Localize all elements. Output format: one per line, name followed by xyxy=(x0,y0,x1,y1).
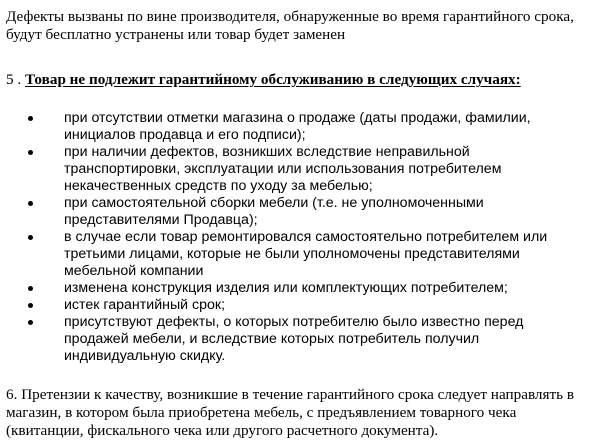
section-5-number: 5 . xyxy=(6,71,25,88)
list-item-line: продажей мебели, и вследствие которых потребитель получил xyxy=(64,331,480,347)
bullet-icon xyxy=(28,235,33,240)
section-6-line-2: магазин, в котором была приобретена мебель, с предъявлением товарного чека xyxy=(6,404,517,421)
list-item-line: истек гарантийный срок; xyxy=(64,297,226,313)
bullet-icon xyxy=(28,303,33,308)
intro-line-2: будут бесплатно устранены или товар будет заменен xyxy=(6,26,346,43)
section-6-line-1: 6. Претензии к качеству, возникшие в течение гарантийного срока следует направлять в xyxy=(6,386,575,403)
bullet-icon xyxy=(28,150,33,155)
list-item-line: представителями Продавца); xyxy=(64,212,258,228)
list-item-line: транспортировки, эксплуатации или использования потребителем xyxy=(64,161,502,177)
list-item-text xyxy=(64,314,523,365)
list-item-line: изменена конструкция изделия или комплектующих потребителем; xyxy=(64,280,508,296)
bullet-icon xyxy=(28,116,33,121)
list-item-line: третьими лицами, которые не были уполномочены представителями xyxy=(64,246,520,262)
section-5-heading xyxy=(6,71,521,89)
bullet-icon xyxy=(28,201,33,206)
list-item-text xyxy=(64,110,531,144)
list-item-line: в случае если товар ремонтировался самостоятельно потребителем или xyxy=(64,229,548,245)
list-item-text xyxy=(64,280,508,297)
list-item-line: присутствуют дефекты, о которых потребителю было известно перед xyxy=(64,314,524,330)
list-item-line: некачественных средств по уходу за мебелью; xyxy=(64,178,373,194)
bullet-icon xyxy=(28,286,33,291)
list-item-line: при самостоятельной сборки мебели (т.е. не уполномоченными xyxy=(64,195,484,211)
list-item-text xyxy=(64,144,501,195)
list-item-line: индивидуальную скидку. xyxy=(64,348,226,364)
list-item-line: инициалов продавца и его подписи); xyxy=(64,127,306,143)
list-item-text xyxy=(64,229,547,280)
section-6-line-3: (квитанции, фискального чека или другого расчетного документа). xyxy=(6,422,439,439)
list-item-text xyxy=(64,195,484,229)
list-item-line: мебельной компании xyxy=(64,263,204,279)
list-item-line: при наличии дефектов, возникших вследствие неправильной xyxy=(64,144,470,160)
section-5-title: Товар не подлежит гарантийному обслуживанию в следующих случаях: xyxy=(24,71,521,88)
list-item-line: при отсутствии отметки магазина о продаже (даты продажи, фамилии, xyxy=(64,110,531,126)
list-item-text xyxy=(64,297,225,314)
bullet-icon xyxy=(28,320,33,325)
intro-line-1: Дефекты вызваны по вине производителя, обнаруженные во время гарантийного срока, xyxy=(6,8,574,25)
